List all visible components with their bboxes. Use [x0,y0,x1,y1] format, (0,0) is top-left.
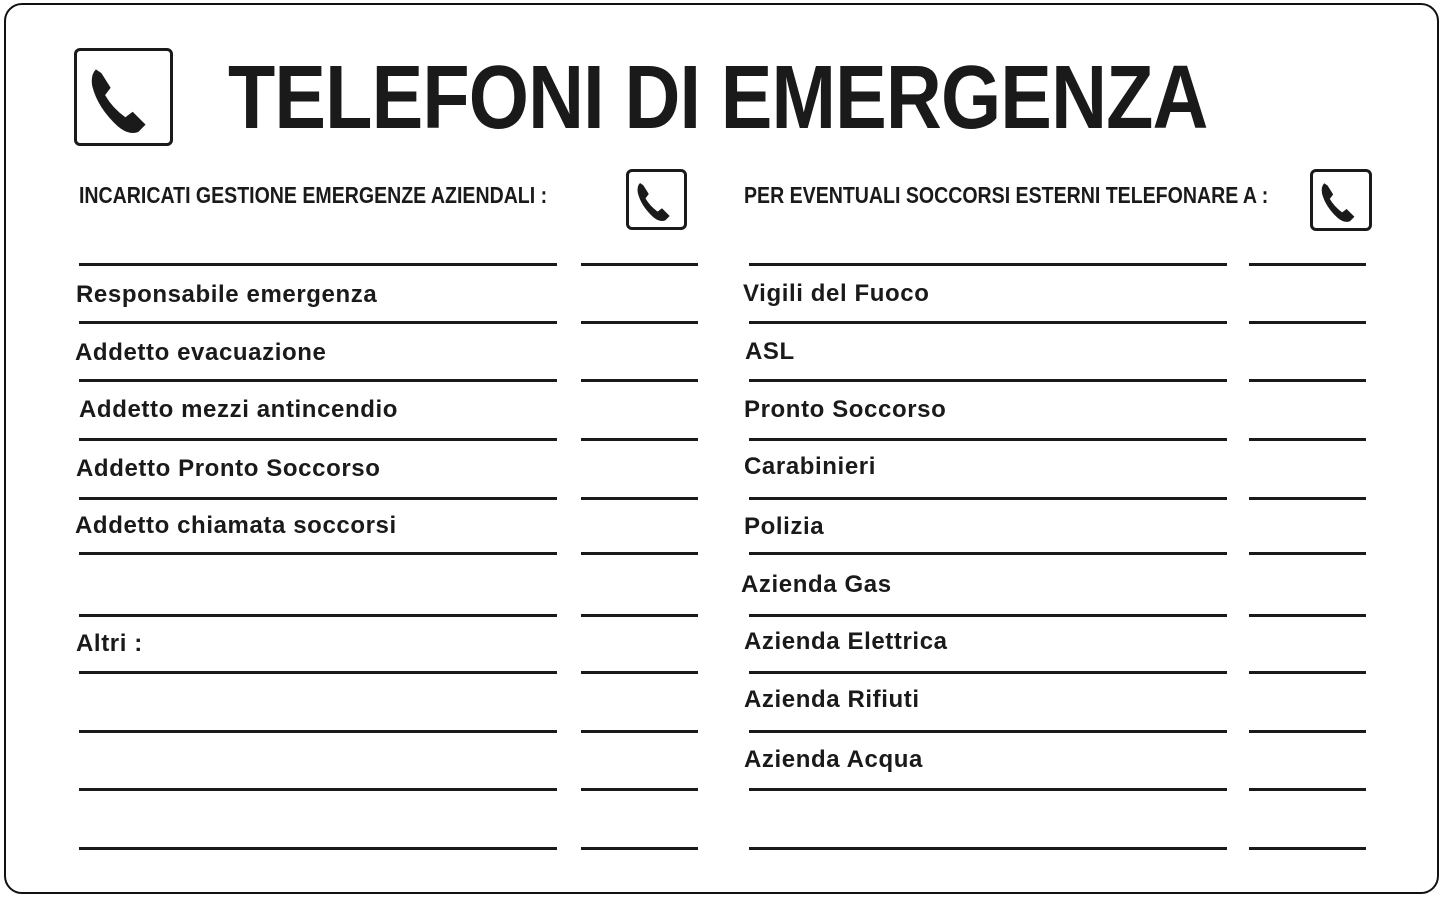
phone-write-line [1249,847,1366,850]
name-write-line [749,788,1227,791]
name-write-line [79,788,557,791]
name-write-line [79,614,557,617]
role-label: Addetto Pronto Soccorso [76,455,381,482]
phone-write-line [1249,438,1366,441]
service-label: Carabinieri [744,453,876,480]
name-write-line [749,730,1227,733]
phone-write-line [581,552,698,555]
phone-write-line [1249,614,1366,617]
service-label: Pronto Soccorso [744,396,947,423]
service-label: ASL [745,338,795,365]
name-write-line [79,671,557,674]
telephone-icon [626,169,687,230]
name-write-line [749,263,1227,266]
role-label: Addetto mezzi antincendio [79,396,399,423]
page-title: TELEFONI DI EMERGENZA [228,48,1208,148]
service-label: Vigili del Fuoco [743,280,930,307]
phone-write-line [581,379,698,382]
phone-write-line [1249,671,1366,674]
phone-write-line [581,497,698,500]
phone-write-line [581,730,698,733]
phone-write-line [581,321,698,324]
phone-write-line [1249,263,1366,266]
others-label: Altri : [76,630,143,657]
phone-write-line [1249,730,1366,733]
name-write-line [79,552,557,555]
internal-heading: INCARICATI GESTIONE EMERGENZE AZIENDALI : [79,182,548,208]
telephone-icon [1310,169,1372,231]
role-label: Addetto chiamata soccorsi [75,512,397,539]
name-write-line [79,379,557,382]
external-heading: PER EVENTUALI SOCCORSI ESTERNI TELEFONARE A : [744,182,1269,208]
name-write-line [749,614,1227,617]
phone-write-line [581,788,698,791]
name-write-line [749,497,1227,500]
phone-write-line [581,671,698,674]
phone-write-line [581,614,698,617]
name-write-line [749,671,1227,674]
name-write-line [79,730,557,733]
phone-write-line [1249,321,1366,324]
service-label: Polizia [744,513,825,540]
phone-write-line [581,847,698,850]
phone-write-line [1249,379,1366,382]
name-write-line [749,847,1227,850]
name-write-line [79,847,557,850]
telephone-icon [74,48,173,146]
name-write-line [749,438,1227,441]
role-label: Responsabile emergenza [76,281,378,308]
name-write-line [79,321,557,324]
name-write-line [749,552,1227,555]
phone-write-line [1249,788,1366,791]
name-write-line [749,321,1227,324]
phone-write-line [581,263,698,266]
name-write-line [79,263,557,266]
service-label: Azienda Rifiuti [744,686,920,713]
phone-write-line [1249,497,1366,500]
service-label: Azienda Elettrica [744,628,948,655]
name-write-line [79,438,557,441]
service-label: Azienda Gas [741,571,892,598]
role-label: Addetto evacuazione [75,339,327,366]
service-label: Azienda Acqua [744,746,923,773]
name-write-line [79,497,557,500]
name-write-line [749,379,1227,382]
phone-write-line [581,438,698,441]
phone-write-line [1249,552,1366,555]
